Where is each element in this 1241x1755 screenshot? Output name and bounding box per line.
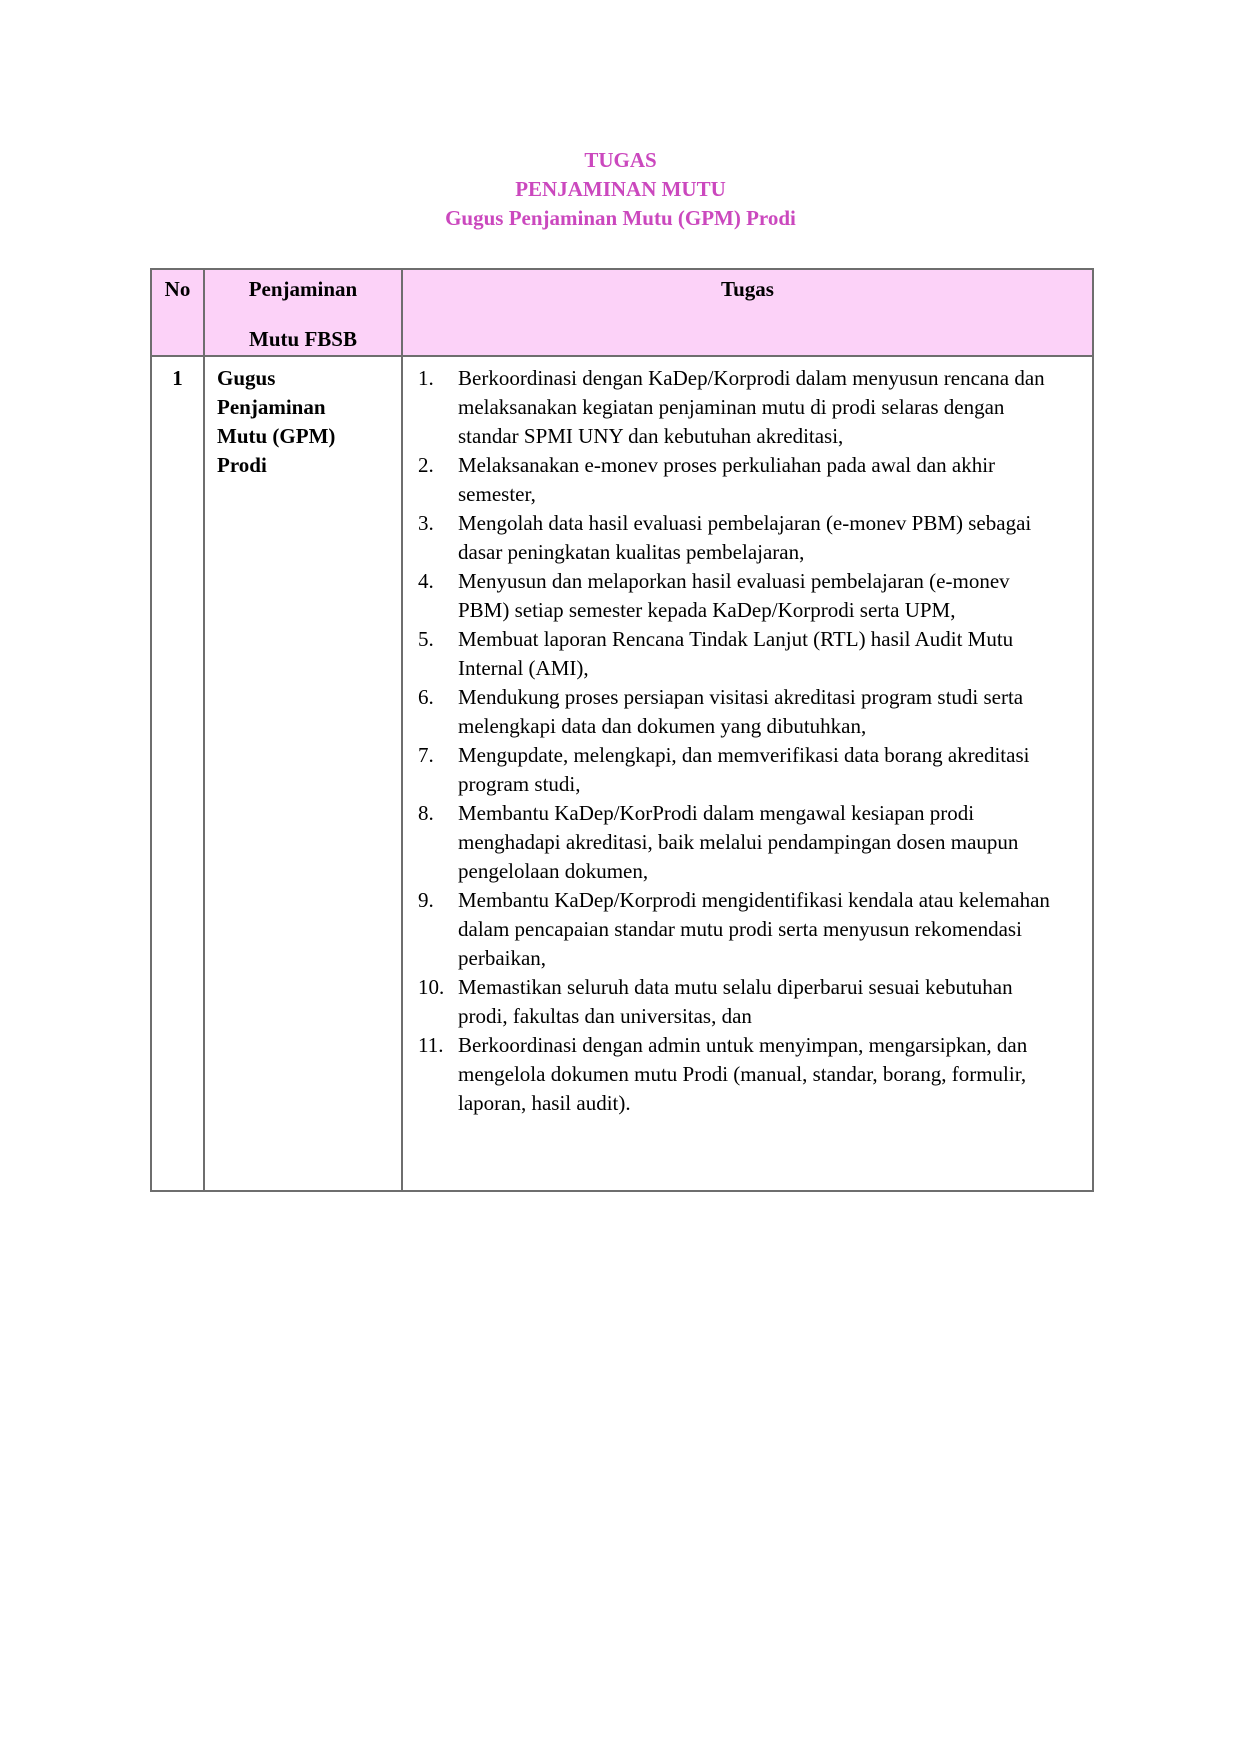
task-item bbox=[403, 451, 1092, 509]
header-unit-line-1: Penjaminan bbox=[248, 277, 358, 301]
task-number: 9. bbox=[418, 888, 434, 912]
title-line-3: Gugus Penjaminan Mutu (GPM) Prodi bbox=[445, 206, 796, 230]
task-text: Mendukung proses persiapan visitasi akreditasi program studi serta melengkapi data dan dokumen yang dibutuhkan, bbox=[458, 685, 1024, 738]
unit-name-line: Mutu (GPM) bbox=[217, 424, 336, 448]
task-item bbox=[403, 1031, 1092, 1118]
task-number: 3. bbox=[418, 511, 434, 535]
task-item bbox=[403, 683, 1092, 741]
task-number: 8. bbox=[418, 801, 434, 825]
unit-name-line: Gugus bbox=[217, 366, 276, 390]
task-number: 5. bbox=[418, 627, 434, 651]
unit-name-cell bbox=[204, 356, 402, 1191]
task-text: Membantu KaDep/KorProdi dalam mengawal kesiapan prodi menghadapi akreditasi, baik melalui pendampingan dosen maupun pengelolaan dokumen, bbox=[458, 801, 1019, 883]
task-text: Berkoordinasi dengan admin untuk menyimpan, mengarsipkan, dan mengelola dokumen mutu Prodi (manual, standar, borang, formulir, laporan, hasil audit). bbox=[458, 1033, 1028, 1115]
header-cell-unit bbox=[204, 269, 402, 356]
task-text: Memastikan seluruh data mutu selalu diperbarui sesuai kebutuhan prodi, fakultas dan universitas, dan bbox=[458, 975, 1013, 1028]
table-header-row bbox=[151, 269, 1093, 356]
unit-name-line: Prodi bbox=[217, 453, 267, 477]
task-text: Menyusun dan melaporkan hasil evaluasi pembelajaran (e-monev PBM) setiap semester kepada KaDep/Korprodi serta UPM, bbox=[458, 569, 1010, 622]
task-number: 6. bbox=[418, 685, 434, 709]
task-text: Berkoordinasi dengan KaDep/Korprodi dalam menyusun rencana dan melaksanakan kegiatan penjaminan mutu di prodi selaras dengan standar SPMI UNY dan kebutuhan akreditasi, bbox=[458, 366, 1045, 448]
header-cell-no bbox=[151, 269, 204, 356]
task-text: Membuat laporan Rencana Tindak Lanjut (RTL) hasil Audit Mutu Internal (AMI), bbox=[458, 627, 1014, 680]
task-item bbox=[403, 799, 1092, 886]
header-unit-line-2: Mutu FBSB bbox=[249, 327, 357, 351]
task-text: Mengolah data hasil evaluasi pembelajaran (e-monev PBM) sebagai dasar peningkatan kualitas pembelajaran, bbox=[458, 511, 1032, 564]
task-text: Mengupdate, melengkapi, dan memverifikasi data borang akreditasi program studi, bbox=[458, 743, 1030, 796]
unit-name-line: Penjaminan bbox=[217, 395, 326, 419]
title-line-1: TUGAS bbox=[584, 148, 657, 172]
task-item bbox=[403, 625, 1092, 683]
task-item bbox=[403, 509, 1092, 567]
header-cell-tasks bbox=[402, 269, 1093, 356]
tasks-table bbox=[150, 268, 1094, 1192]
task-number: 10. bbox=[418, 975, 445, 999]
task-item bbox=[403, 567, 1092, 625]
task-item bbox=[403, 973, 1092, 1031]
task-number: 7. bbox=[418, 743, 434, 767]
task-text: Membantu KaDep/Korprodi mengidentifikasi kendala atau kelemahan dalam pencapaian standar mutu prodi serta menyusun rekomendasi perbaikan, bbox=[458, 888, 1050, 970]
task-number: 4. bbox=[418, 569, 434, 593]
table-body-row bbox=[151, 356, 1093, 1191]
header-tasks-label: Tugas bbox=[721, 277, 774, 301]
row-number-cell: 1 bbox=[151, 356, 204, 1191]
task-item bbox=[403, 886, 1092, 973]
task-number: 11. bbox=[418, 1033, 444, 1057]
title-line-2: PENJAMINAN MUTU bbox=[515, 177, 726, 201]
task-list bbox=[403, 364, 1092, 1118]
tasks-cell bbox=[402, 356, 1093, 1191]
task-text: Melaksanakan e-monev proses perkuliahan pada awal dan akhir semester, bbox=[458, 453, 996, 506]
task-item bbox=[403, 741, 1092, 799]
header-no-label: No bbox=[164, 277, 191, 301]
task-number: 1. bbox=[418, 366, 434, 390]
task-number: 2. bbox=[418, 453, 434, 477]
document-title bbox=[0, 146, 1241, 233]
task-item bbox=[403, 364, 1092, 451]
